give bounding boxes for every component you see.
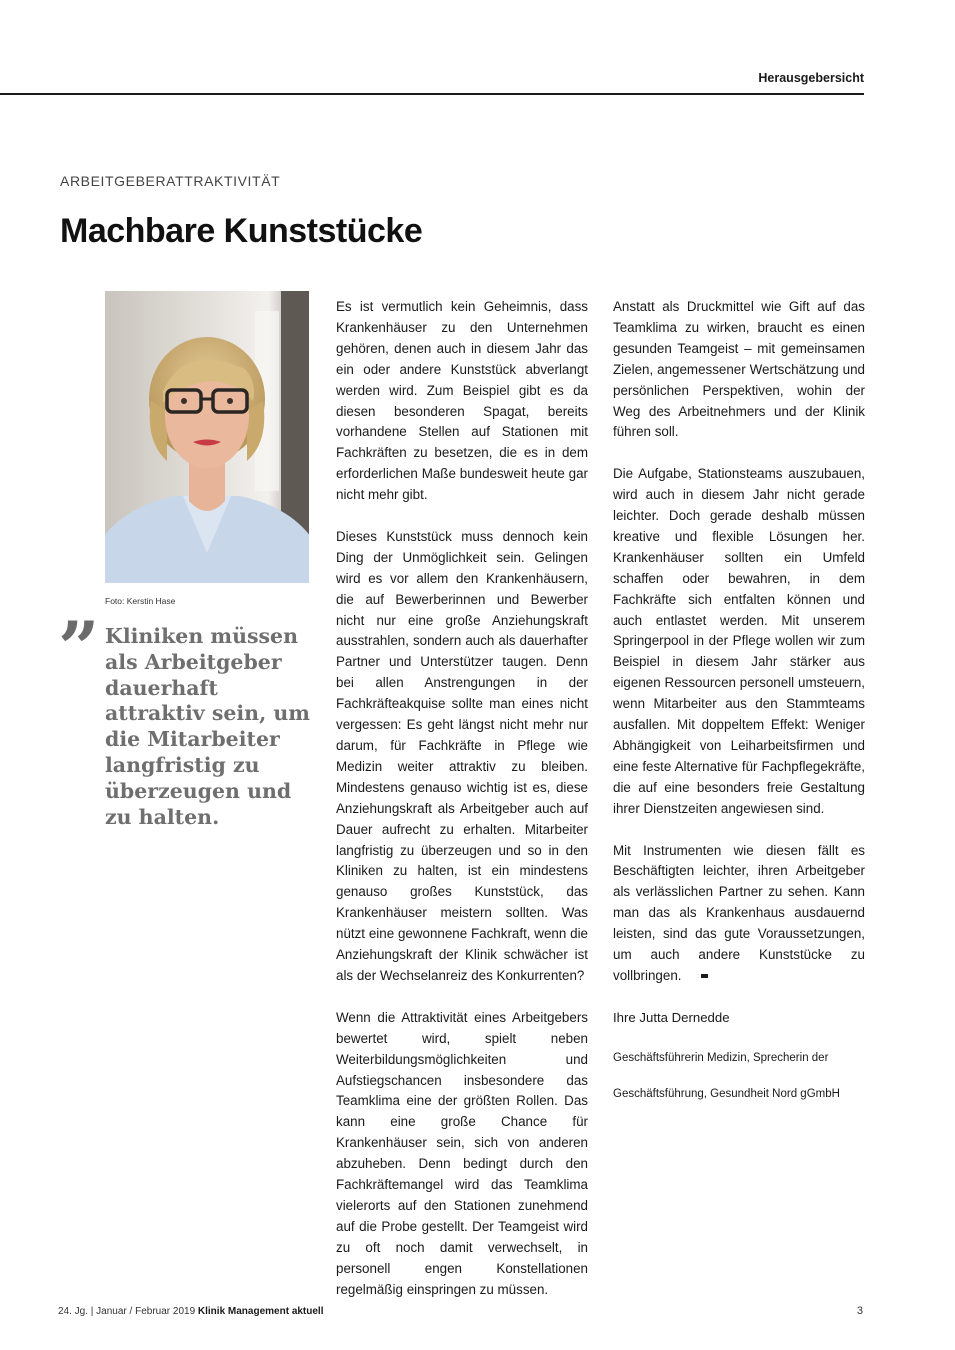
page-number: 3	[856, 1305, 863, 1317]
body-column-2	[613, 297, 865, 1123]
author-portrait-illustration	[105, 291, 309, 583]
body-paragraph: Es ist vermutlich kein Geheimnis, dass Krankenhäuser zu den Unternehmen gehören, denen auch in diesem Jahr das ein oder andere Kunststück abverlangt werden wird. Zum Beispiel gibt es da diesen besonderen Spagat, bereits vorhandene Stellen auf Stationen mit Fachkräften zu besetzen, die es in dem erforderlichen Maße bundesweit heute gar nicht mehr gibt.	[336, 299, 588, 503]
article-kicker: ARBEITGEBERATTRAKTIVITÄT	[60, 173, 281, 189]
article-title: Machbare Kunststücke	[60, 212, 423, 250]
final-paragraph-text: Mit Instrumenten wie diesen fällt es Beschäftigten leichter, ihren Arbeitgeber als verlässlichen Partner zu sehen. Kann man das als Krankenhaus ausdauernd leisten, sind das gute Voraussetzungen, um auch andere Kunststücke zu vollbringen.	[613, 842, 865, 983]
author-role-line: Geschäftsführung, Gesundheit Nord gGmbH	[613, 1088, 840, 1101]
body-paragraph-final	[613, 841, 865, 987]
end-of-article-mark	[701, 974, 708, 978]
footer	[58, 1306, 324, 1317]
signoff: Ihre Jutta Dernedde	[613, 1009, 730, 1025]
body-paragraph: Dieses Kunststück muss dennoch kein Ding der Unmöglichkeit sein. Gelingen wird es vor allem den Krankenhäusern, die auf Bewerberinnen und Bewerber nicht nur eine große Anziehungskraft ausstrahlen, sondern auch als dauerhafter Partner und Unterstützer taugen. Denn bei allen Anstrengungen in der Fachkräfteakquise sollte man eines nicht vergessen: Es geht längst nicht mehr nur darum, für Fachkräfte in Pflege wie Medizin weiter attraktiv zu bleiben. Mindestens genauso wichtig ist es, diese Anziehungskraft als Arbeitgeber auch auf Dauer aufrecht zu erhalten. Mitarbeiter langfristig zu überzeugen und so in den Kliniken zu halten, ist ein mindestens genauso großes Kunststück, das Krankenhäuser meistern sollten. Was nützt eine gewonnene Fachkraft, wenn die Anziehungskraft der Klinik schwächer ist als der Wechselanreiz des Konkurrenten?	[336, 528, 588, 983]
photo-credit: Foto: Kerstin Hase	[105, 596, 176, 606]
body-column-1	[336, 297, 588, 1321]
footer-issue: 24. Jg. | Januar / Februar 2019	[58, 1306, 196, 1317]
section-label: Herausgebersicht	[758, 71, 864, 85]
header-rule	[0, 93, 864, 95]
body-paragraph: Die Aufgabe, Stationsteams auszubauen, wird auch in diesem Jahr nicht gerade leichter. Doch gerade deshalb müssen kreative und flexible Lösungen her. Krankenhäuser sollten ein Umfeld schaffen oder bewahren, in dem Fachkräfte sich entfalten können und auch entlastet werden. Mit unserem Springerpool in der Pflege wollen wir zum Beispiel in diesem Jahr stärker aus eigenen Ressourcen personell umsteuern, wenn Mitarbeiter aus den Stammteams ausfallen. Mit doppeltem Effekt: Weniger Abhängigkeit von Leiharbeitsfirmen und eine feste Alternative für Fachpflegekräfte, die auf eine besonders freie Gestaltung ihrer Dienstzeiten angewiesen sind.	[613, 466, 865, 816]
quote-mark-icon: ”	[58, 605, 100, 690]
footer-journal-name: Klinik Management aktuell	[197, 1306, 324, 1317]
author-role-line: Geschäftsführerin Medizin, Sprecherin der	[613, 1051, 829, 1064]
body-paragraph: Anstatt als Druckmittel wie Gift auf das Teamklima zu wirken, braucht es einen gesunden Teamgeist – mit gemeinsamen Zielen, angemessener Wertschätzung und persönlichen Perspektiven, wohin der Weg des Arbeitnehmers und der Klinik führen soll.	[613, 299, 865, 440]
pull-quote: Kliniken müssen als Arbeitgeber dauerhaft attraktiv sein, um die Mitarbeiter langfristig zu überzeugen und zu halten.	[105, 624, 310, 829]
author-photo	[105, 291, 309, 583]
body-paragraph: Wenn die Attraktivität eines Arbeitgebers bewertet wird, spielt neben Weiterbildungsmöglichkeiten und Aufstiegschancen insbesondere das Teamklima eine der größten Rollen. Das kann eine große Chance für Krankenhäuser sein, sich von anderen abzuheben. Denn bedingt durch den Fachkräftemangel wird das Teamklima vielerorts auf den Stationen zunehmend auf die Probe gestellt. Der Teamgeist wird zu oft noch damit verwechselt, in personell engen Konstellationen regelmäßig einspringen zu müssen.	[336, 1009, 588, 1297]
